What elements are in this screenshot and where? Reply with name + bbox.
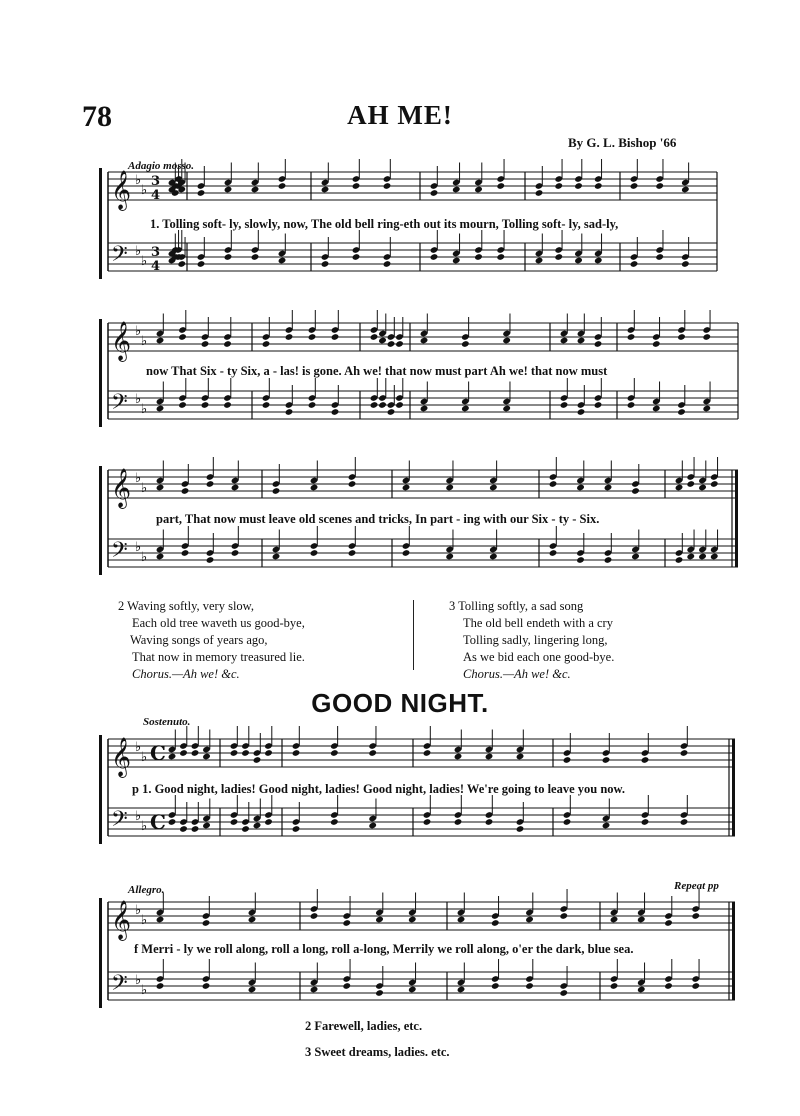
good-night-system-1-treble-clef: 𝄞 bbox=[111, 737, 132, 777]
note-head bbox=[395, 340, 404, 348]
note-head bbox=[253, 756, 262, 764]
flat-sign: ♭ bbox=[135, 740, 142, 755]
note-head bbox=[191, 825, 200, 833]
note-head bbox=[454, 818, 463, 826]
note-head bbox=[308, 401, 317, 409]
note-head bbox=[710, 553, 719, 561]
note-head bbox=[574, 257, 583, 265]
note-head bbox=[251, 253, 260, 261]
note-head bbox=[474, 186, 483, 194]
song-title-good-night: GOOD NIGHT. bbox=[311, 688, 489, 718]
lyrics-line-2: now That Six - ty Six, a - las! is gone. Ah we! that now must part Ah we! that now must bbox=[146, 364, 608, 378]
note-head bbox=[496, 253, 505, 261]
verse-2-line: That now in memory treasured lie. bbox=[132, 650, 305, 664]
extra-verse-3: 3 Sweet dreams, ladies. etc. bbox=[305, 1045, 450, 1059]
note-head bbox=[310, 912, 319, 920]
note-head bbox=[680, 818, 689, 826]
note-head bbox=[223, 401, 232, 409]
note-head bbox=[231, 484, 240, 492]
verse-2 bbox=[118, 598, 305, 683]
note-head bbox=[631, 487, 640, 495]
note-head bbox=[378, 337, 387, 345]
note-head bbox=[178, 333, 187, 341]
note-head bbox=[278, 257, 287, 265]
note-head bbox=[652, 340, 661, 348]
final-bar-thick bbox=[732, 902, 735, 1000]
note-head bbox=[675, 556, 684, 564]
note-head bbox=[223, 340, 232, 348]
note-head bbox=[370, 333, 379, 341]
note-head bbox=[168, 753, 177, 761]
flat-sign: ♭ bbox=[135, 540, 142, 555]
note-head bbox=[342, 982, 351, 990]
note-head bbox=[352, 182, 361, 190]
note-head bbox=[525, 916, 534, 924]
note-head bbox=[594, 257, 603, 265]
note-head bbox=[420, 405, 429, 413]
note-head bbox=[604, 484, 613, 492]
note-head bbox=[630, 182, 639, 190]
note-head bbox=[485, 818, 494, 826]
note-head bbox=[156, 553, 165, 561]
note-head bbox=[461, 340, 470, 348]
flat-sign: ♭ bbox=[141, 402, 148, 417]
note-head bbox=[321, 260, 330, 268]
page-number: 78 bbox=[82, 100, 112, 133]
note-head bbox=[178, 401, 187, 409]
note-head bbox=[691, 912, 700, 920]
time-signature: 3 bbox=[151, 174, 161, 189]
note-head bbox=[264, 818, 273, 826]
merrily-system-bass-clef: 𝄢 bbox=[111, 971, 128, 1001]
note-head bbox=[348, 480, 357, 488]
ah-me-system-1-bracket bbox=[99, 168, 102, 279]
note-head bbox=[179, 749, 188, 757]
note-head bbox=[604, 556, 613, 564]
note-head bbox=[489, 484, 498, 492]
note-head bbox=[420, 337, 429, 345]
note-head bbox=[342, 919, 351, 927]
note-head bbox=[375, 916, 384, 924]
note-head bbox=[292, 749, 301, 757]
note-head bbox=[285, 333, 294, 341]
merrily-system-treble-clef: 𝄞 bbox=[111, 900, 132, 940]
verse-3-line: 3 Tolling softly, a sad song bbox=[449, 599, 584, 613]
note-head bbox=[675, 484, 684, 492]
note-head bbox=[698, 484, 707, 492]
note-head bbox=[248, 916, 257, 924]
flat-sign: ♭ bbox=[141, 913, 148, 928]
note-head bbox=[430, 253, 439, 261]
note-head bbox=[474, 253, 483, 261]
note-head bbox=[496, 182, 505, 190]
verse-3-line: Tolling sadly, lingering long, bbox=[463, 633, 608, 647]
good-night-system-1-bracket bbox=[99, 735, 102, 844]
tempo-marking-adagio: Adagio mosso. bbox=[128, 160, 195, 172]
note-head bbox=[702, 405, 711, 413]
verse-3-line: The old bell endeth with a cry bbox=[463, 616, 613, 630]
note-head bbox=[559, 989, 568, 997]
note-head bbox=[677, 408, 686, 416]
note-head bbox=[331, 333, 340, 341]
note-head bbox=[202, 753, 211, 761]
note-head bbox=[559, 912, 568, 920]
note-head bbox=[664, 919, 673, 927]
extra-verse-2: 2 Farewell, ladies, etc. bbox=[305, 1019, 423, 1033]
note-head bbox=[395, 401, 404, 409]
note-head bbox=[168, 818, 177, 826]
note-head bbox=[610, 916, 619, 924]
note-head bbox=[248, 986, 257, 994]
flat-sign: ♭ bbox=[141, 550, 148, 565]
note-head bbox=[445, 553, 454, 561]
ah-me-system-3-bass-clef: 𝄢 bbox=[111, 538, 128, 568]
tempo-marking-allegro: Allegro. bbox=[128, 884, 165, 896]
note-head bbox=[491, 982, 500, 990]
time-signature: 4 bbox=[151, 188, 161, 203]
flat-sign: ♭ bbox=[141, 334, 148, 349]
note-head bbox=[230, 818, 239, 826]
ah-me-system-2-treble-clef: 𝄞 bbox=[111, 321, 132, 361]
note-head bbox=[224, 253, 233, 261]
note-head bbox=[655, 182, 664, 190]
flat-sign: ♭ bbox=[141, 254, 148, 269]
note-head bbox=[554, 182, 563, 190]
note-head bbox=[641, 756, 650, 764]
note-head bbox=[594, 340, 603, 348]
song-title-ah-me: AH ME! bbox=[347, 100, 453, 130]
note-head bbox=[549, 480, 558, 488]
lyrics-line-1: 1. Tolling soft- ly, slowly, now, The old bell ring-eth out its mourn, Tolling soft- ly, sad-ly, bbox=[150, 217, 619, 231]
note-head bbox=[241, 825, 250, 833]
note-head bbox=[577, 408, 586, 416]
note-head bbox=[489, 553, 498, 561]
ah-me-system-3-treble-clef: 𝄞 bbox=[111, 468, 132, 508]
final-bar-thick bbox=[732, 739, 735, 836]
flat-sign: ♭ bbox=[135, 392, 142, 407]
flat-sign: ♭ bbox=[135, 973, 142, 988]
note-head bbox=[516, 753, 525, 761]
note-head bbox=[383, 260, 392, 268]
verse-2-line: 2 Waving softly, very slow, bbox=[118, 599, 255, 613]
note-head bbox=[264, 749, 273, 757]
note-head bbox=[502, 405, 511, 413]
note-head bbox=[230, 749, 239, 757]
note-head bbox=[457, 916, 466, 924]
verse-2-line: Each old tree waveth us good-bye, bbox=[132, 616, 305, 630]
note-head bbox=[637, 986, 646, 994]
note-head bbox=[652, 405, 661, 413]
lyrics-line-3: part, That now must leave old scenes and tricks, In part - ing with our Six - ty - Six. bbox=[156, 512, 600, 526]
note-head bbox=[630, 260, 639, 268]
note-head bbox=[310, 549, 319, 557]
note-head bbox=[278, 182, 287, 190]
note-head bbox=[452, 257, 461, 265]
note-head bbox=[262, 401, 271, 409]
note-head bbox=[262, 340, 271, 348]
note-head bbox=[156, 484, 165, 492]
note-head bbox=[292, 825, 301, 833]
time-signature: C bbox=[150, 810, 166, 834]
flat-sign: ♭ bbox=[135, 173, 142, 188]
note-head bbox=[202, 822, 211, 830]
note-head bbox=[202, 982, 211, 990]
note-head bbox=[423, 749, 432, 757]
note-head bbox=[408, 916, 417, 924]
ah-me-system-1-bass-clef: 𝄢 bbox=[111, 242, 128, 272]
note-head bbox=[375, 989, 384, 997]
note-head bbox=[641, 818, 650, 826]
flat-sign: ♭ bbox=[141, 819, 148, 834]
note-head bbox=[387, 340, 396, 348]
ah-me-system-2-bass-clef: 𝄢 bbox=[111, 390, 128, 420]
note-head bbox=[352, 253, 361, 261]
note-head bbox=[549, 549, 558, 557]
note-head bbox=[378, 401, 387, 409]
time-signature: 3 bbox=[151, 245, 161, 260]
note-head bbox=[156, 982, 165, 990]
note-head bbox=[202, 919, 211, 927]
note-head bbox=[577, 337, 586, 345]
note-head bbox=[631, 553, 640, 561]
note-head bbox=[348, 549, 357, 557]
note-head bbox=[231, 549, 240, 557]
verse-divider bbox=[413, 600, 414, 670]
good-night-system-1-bass-clef: 𝄢 bbox=[111, 807, 128, 837]
note-head bbox=[201, 401, 210, 409]
verse-2-line: Waving songs of years ago, bbox=[130, 633, 268, 647]
note-head bbox=[576, 484, 585, 492]
note-head bbox=[452, 186, 461, 194]
note-head bbox=[576, 556, 585, 564]
note-head bbox=[197, 189, 206, 197]
flat-sign: ♭ bbox=[141, 750, 148, 765]
note-head bbox=[485, 753, 494, 761]
flat-sign: ♭ bbox=[141, 183, 148, 198]
note-head bbox=[224, 186, 233, 194]
note-head bbox=[702, 333, 711, 341]
flat-sign: ♭ bbox=[135, 903, 142, 918]
note-head bbox=[251, 186, 260, 194]
note-head bbox=[686, 480, 695, 488]
note-head bbox=[430, 189, 439, 197]
note-head bbox=[680, 749, 689, 757]
note-head bbox=[272, 553, 281, 561]
note-head bbox=[710, 480, 719, 488]
note-head bbox=[681, 186, 690, 194]
note-head bbox=[560, 401, 569, 409]
note-head bbox=[554, 253, 563, 261]
note-head bbox=[368, 749, 377, 757]
note-head bbox=[191, 749, 200, 757]
note-head bbox=[383, 182, 392, 190]
note-head bbox=[179, 825, 188, 833]
note-head bbox=[206, 556, 215, 564]
note-head bbox=[610, 982, 619, 990]
note-head bbox=[423, 818, 432, 826]
note-head bbox=[602, 822, 611, 830]
final-bar-thick bbox=[735, 470, 738, 567]
note-head bbox=[602, 756, 611, 764]
note-head bbox=[681, 260, 690, 268]
note-head bbox=[197, 260, 206, 268]
note-head bbox=[181, 487, 190, 495]
ah-me-system-3-bracket bbox=[99, 466, 102, 575]
time-signature: C bbox=[150, 741, 166, 765]
note-head bbox=[691, 982, 700, 990]
note-head bbox=[560, 337, 569, 345]
note-head bbox=[308, 333, 317, 341]
note-head bbox=[627, 401, 636, 409]
note-head bbox=[272, 487, 281, 495]
flat-sign: ♭ bbox=[141, 983, 148, 998]
note-head bbox=[206, 480, 215, 488]
flat-sign: ♭ bbox=[135, 471, 142, 486]
author-credit: By G. L. Bishop '66 bbox=[568, 135, 677, 150]
note-head bbox=[525, 982, 534, 990]
note-head bbox=[156, 337, 165, 345]
verse-3 bbox=[449, 598, 614, 683]
note-head bbox=[686, 553, 695, 561]
note-head bbox=[321, 186, 330, 194]
note-head bbox=[368, 822, 377, 830]
verse-3-chorus: Chorus.—Ah we! &c. bbox=[463, 667, 571, 681]
note-head bbox=[491, 919, 500, 927]
note-head bbox=[516, 825, 525, 833]
note-head bbox=[637, 916, 646, 924]
ah-me-system-1-treble-clef: 𝄞 bbox=[111, 170, 132, 210]
tempo-marking-sostenuto: Sostenuto. bbox=[143, 716, 191, 728]
merrily-system-bracket bbox=[99, 898, 102, 1008]
note-head bbox=[627, 333, 636, 341]
time-signature: 4 bbox=[151, 259, 161, 274]
note-head bbox=[563, 818, 572, 826]
note-head bbox=[330, 749, 339, 757]
flat-sign: ♭ bbox=[135, 244, 142, 259]
note-head bbox=[594, 182, 603, 190]
note-head bbox=[655, 253, 664, 261]
verse-3-line: As we bid each one good-bye. bbox=[463, 650, 615, 664]
note-head bbox=[156, 916, 165, 924]
note-head bbox=[156, 405, 165, 413]
note-head bbox=[370, 401, 379, 409]
note-head bbox=[535, 257, 544, 265]
note-head bbox=[454, 753, 463, 761]
note-head bbox=[402, 484, 411, 492]
note-head bbox=[177, 260, 186, 268]
note-head bbox=[402, 549, 411, 557]
note-head bbox=[698, 553, 707, 561]
note-head bbox=[387, 408, 396, 416]
note-head bbox=[563, 756, 572, 764]
note-head bbox=[241, 749, 250, 757]
note-head bbox=[253, 822, 262, 830]
note-head bbox=[535, 189, 544, 197]
note-head bbox=[331, 408, 340, 416]
note-head bbox=[285, 408, 294, 416]
note-head bbox=[461, 405, 470, 413]
note-head bbox=[310, 986, 319, 994]
verse-2-chorus: Chorus.—Ah we! &c. bbox=[132, 667, 240, 681]
flat-sign: ♭ bbox=[135, 324, 142, 339]
repeat-marking: Repeat pp bbox=[674, 880, 719, 892]
note-head bbox=[457, 986, 466, 994]
note-head bbox=[408, 986, 417, 994]
note-head bbox=[445, 484, 454, 492]
note-head bbox=[574, 182, 583, 190]
note-head bbox=[201, 340, 210, 348]
note-head bbox=[594, 401, 603, 409]
flat-sign: ♭ bbox=[135, 809, 142, 824]
ah-me-system-2-bracket bbox=[99, 319, 102, 427]
note-head bbox=[330, 818, 339, 826]
lyrics-good-night: p 1. Good night, ladies! Good night, ladies! Good night, ladies! We're going to leave you now. bbox=[132, 782, 626, 796]
lyrics-merrily: f Merri - ly we roll along, roll a long, roll a-long, Merrily we roll along, o'er the dark, blue sea. bbox=[134, 942, 634, 956]
note-head bbox=[310, 484, 319, 492]
flat-sign: ♭ bbox=[141, 481, 148, 496]
note-head bbox=[181, 549, 190, 557]
note-head bbox=[502, 337, 511, 345]
note-head bbox=[664, 982, 673, 990]
note-head bbox=[677, 333, 686, 341]
